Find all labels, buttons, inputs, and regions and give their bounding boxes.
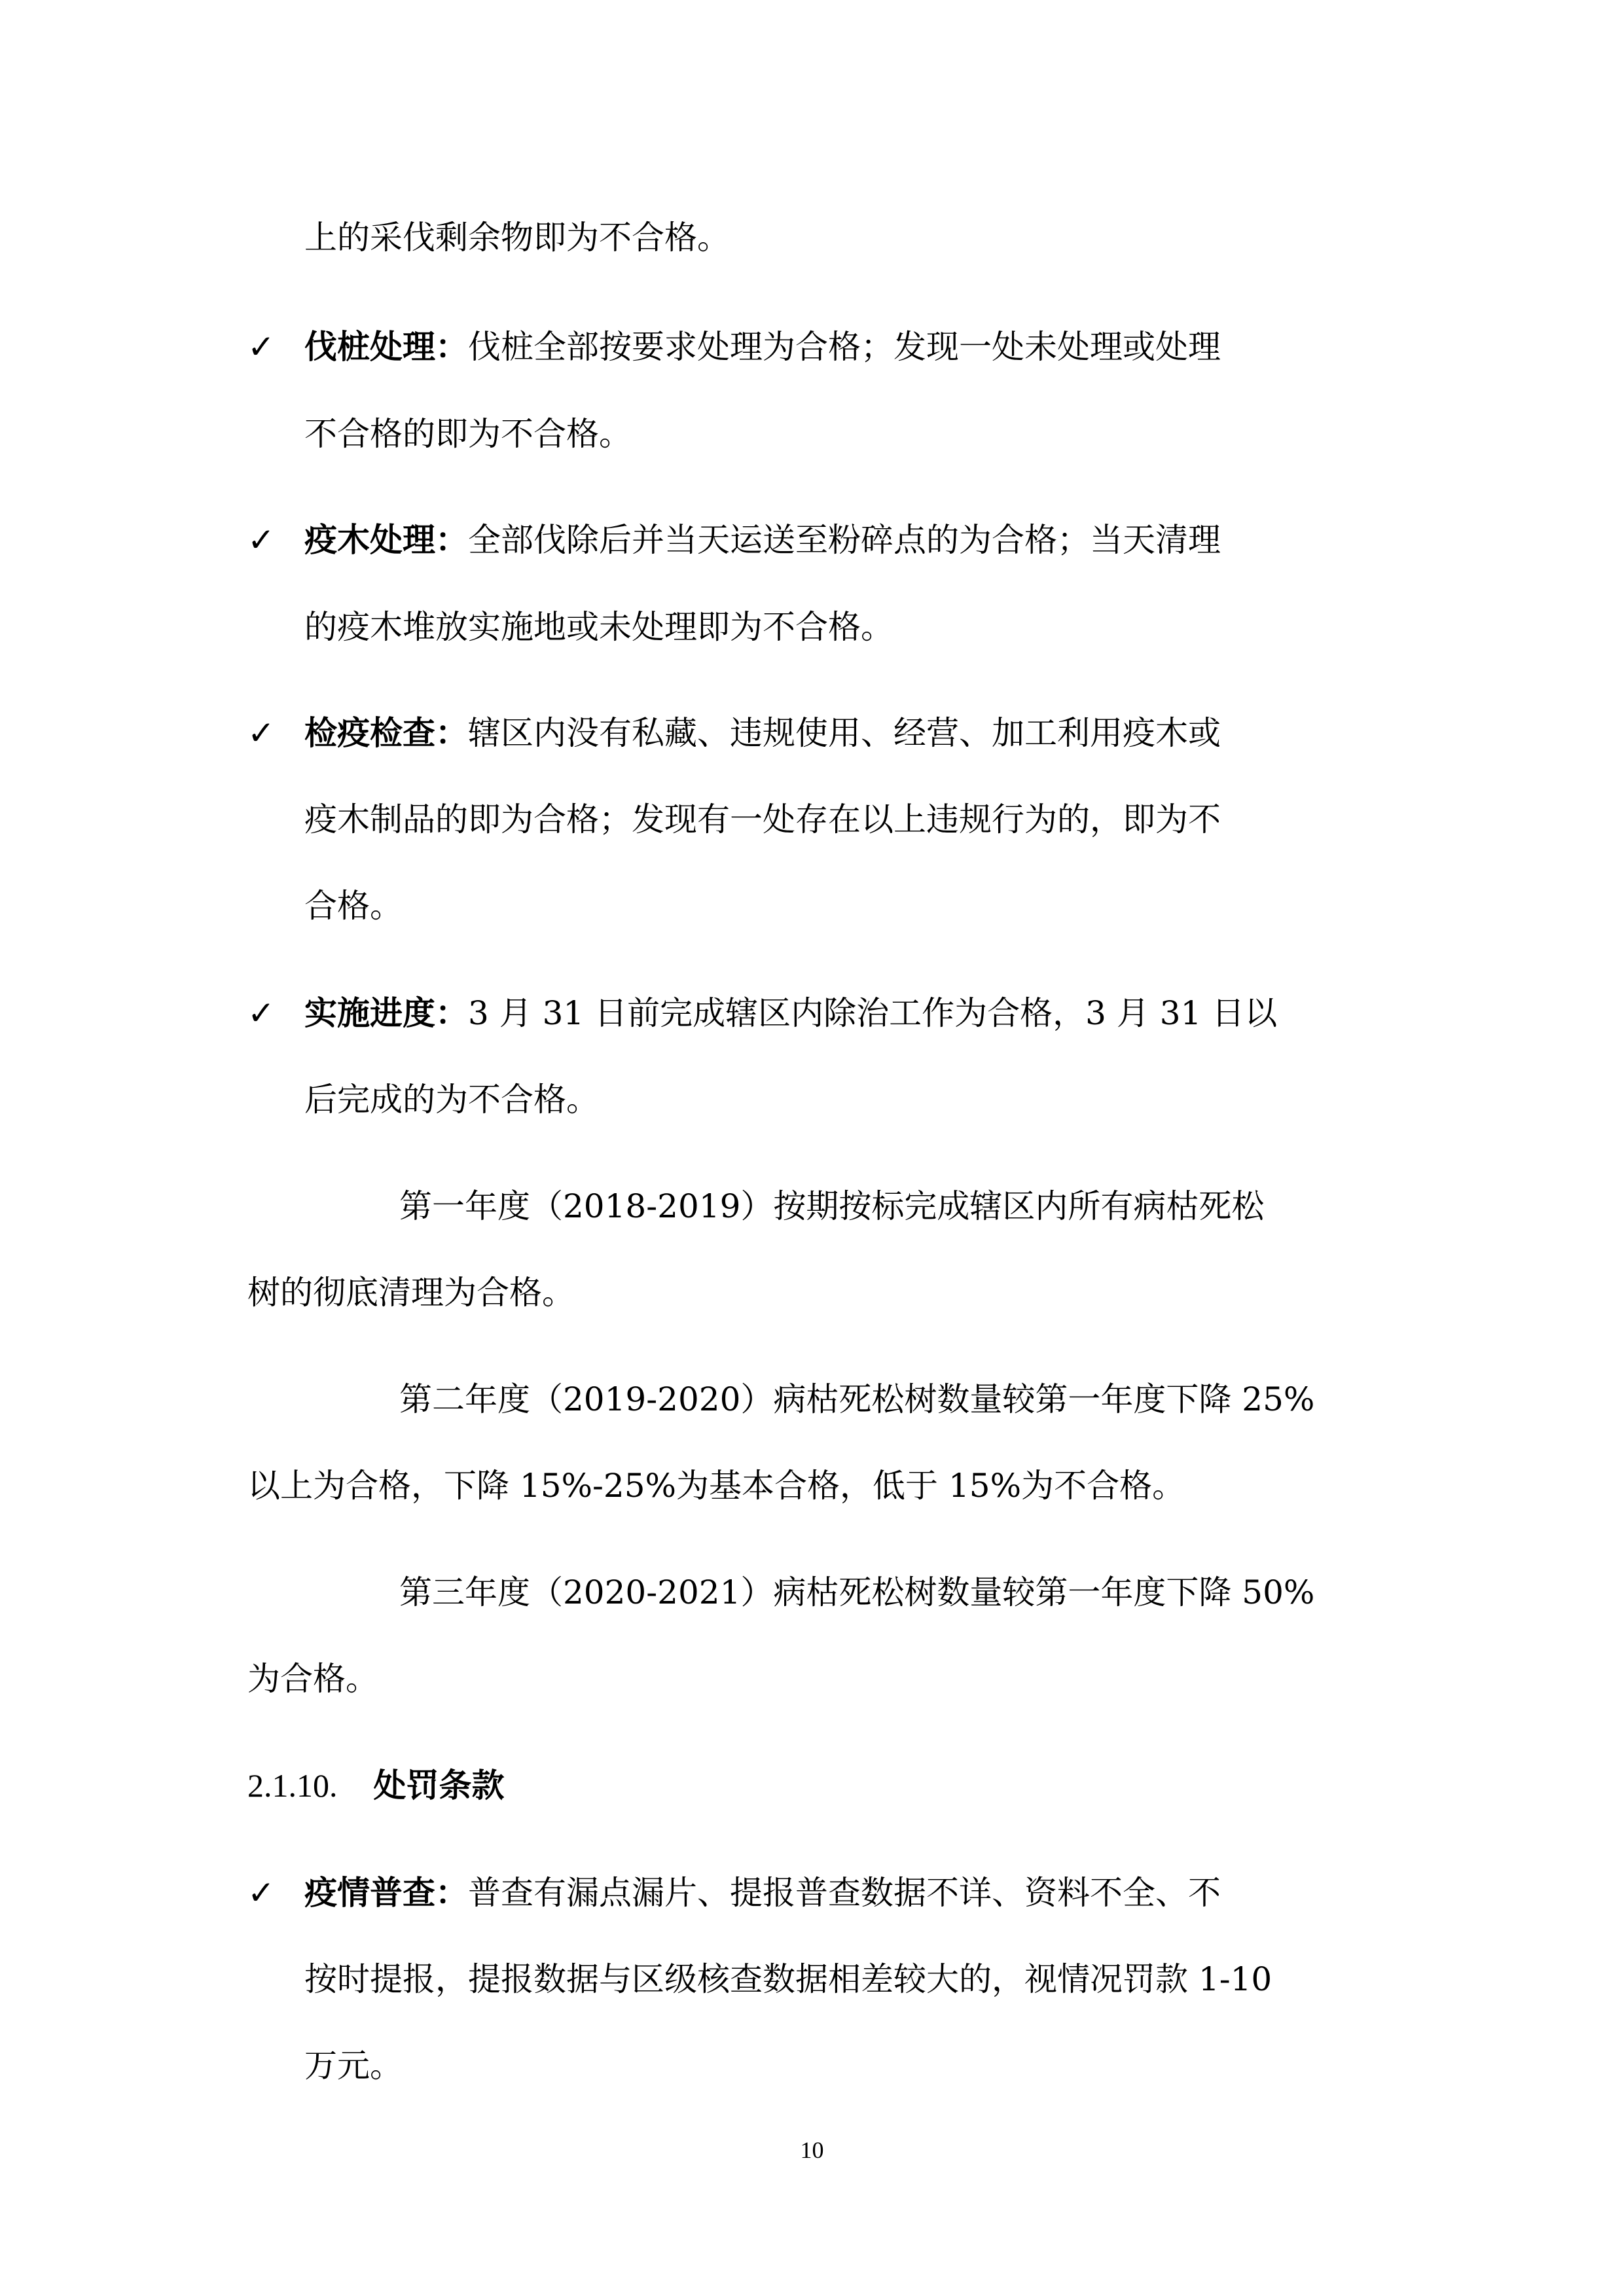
paragraph-line: 为合格。 — [247, 1660, 378, 1698]
item-text: 3 月 31 日前完成辖区内除治工作为合格，3 月 31 日以 — [468, 994, 1278, 1032]
item-text: 辖区内没有私藏、违规使用、经营、加工利用疫木或 — [468, 714, 1221, 752]
item-text-continued: 的疫木堆放实施地或未处理即为不合格。 — [304, 608, 893, 646]
list-item-line — [304, 327, 1221, 367]
item-text-continued: 疫木制品的即为合格；发现有一处存在以上违规行为的，即为不 — [304, 800, 1221, 838]
paragraph-line: 第二年度（2019-2020）病枯死松树数量较第一年度下降 25% — [399, 1380, 1315, 1418]
paragraph-line: 以上为合格，下降 15%-25%为基本合格，低于 15%为不合格。 — [247, 1467, 1185, 1505]
list-item-line — [304, 1873, 1221, 1912]
item-text-continued: 不合格的即为不合格。 — [304, 415, 632, 453]
paragraph-line: 树的彻底清理为合格。 — [247, 1274, 575, 1312]
paragraph-line: 第一年度（2018-2019）按期按标完成辖区内所有病枯死松 — [399, 1187, 1265, 1225]
list-item-line — [304, 994, 1277, 1033]
item-text-continued: 后完成的为不合格。 — [304, 1081, 599, 1119]
item-text: 普查有漏点漏片、提报普查数据不详、资料不全、不 — [468, 1874, 1221, 1912]
item-text-continued: 万元。 — [304, 2047, 403, 2085]
page-number: 10 — [800, 2137, 824, 2163]
continuation-text: 上的采伐剩余物即为不合格。 — [304, 219, 730, 257]
checkmark-icon: ✓ — [247, 1874, 275, 1912]
item-text: 全部伐除后并当天运送至粉碎点的为合格；当天清理 — [468, 521, 1221, 559]
item-text-continued: 按时提报，提报数据与区级核查数据相差较大的，视情况罚款 1-10 — [304, 1960, 1272, 1998]
checkmark-icon: ✓ — [247, 328, 275, 366]
list-item-line — [304, 520, 1221, 560]
checkmark-icon: ✓ — [247, 521, 275, 559]
section-number: 2.1.10. — [247, 1767, 338, 1804]
item-label: 检疫检查： — [304, 714, 468, 752]
section-heading — [247, 1766, 505, 1805]
item-text: 伐桩全部按要求处理为合格；发现一处未处理或处理 — [468, 328, 1221, 366]
item-label: 疫情普查： — [304, 1874, 468, 1912]
item-text-continued: 合格。 — [304, 887, 403, 925]
list-item-line — [304, 713, 1221, 753]
item-label: 实施进度： — [304, 994, 468, 1032]
section-title: 处罚条款 — [373, 1767, 505, 1804]
paragraph-line: 第三年度（2020-2021）病枯死松树数量较第一年度下降 50% — [399, 1573, 1315, 1611]
item-label: 疫木处理： — [304, 521, 468, 559]
checkmark-icon: ✓ — [247, 994, 275, 1032]
checkmark-icon: ✓ — [247, 714, 275, 752]
item-label: 伐桩处理： — [304, 328, 468, 366]
